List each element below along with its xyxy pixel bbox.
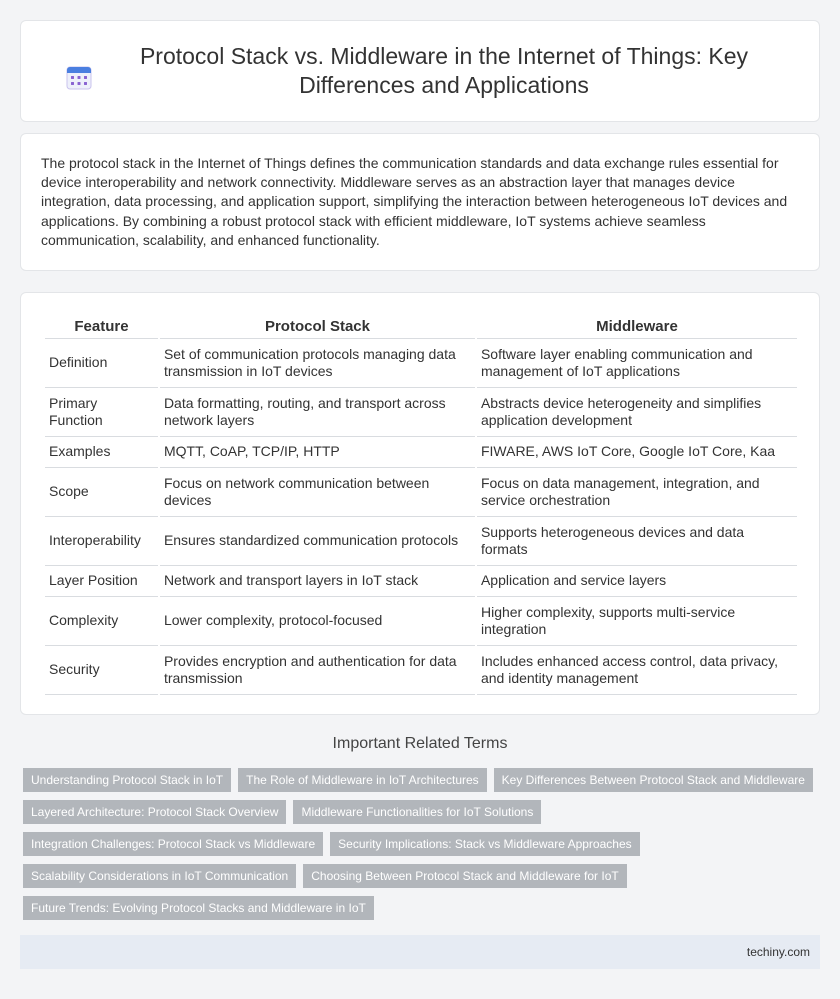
feature-cell: Interoperability bbox=[45, 517, 158, 566]
middleware-cell: Software layer enabling communication and management of IoT applications bbox=[477, 339, 797, 388]
table-header-row bbox=[45, 311, 797, 339]
related-terms-list bbox=[23, 768, 823, 920]
footer-site-name[interactable]: techiny.com bbox=[746, 945, 810, 959]
title-wrap bbox=[60, 42, 780, 100]
related-term-tag[interactable]: The Role of Middleware in IoT Architectures bbox=[238, 768, 487, 792]
related-term-tag[interactable]: Key Differences Between Protocol Stack and Middleware bbox=[494, 768, 813, 792]
footer bbox=[20, 935, 820, 969]
intro-paragraph: The protocol stack in the Internet of Things defines the communication standards and data exchange rules essential for device interoperability and network connectivity. Middleware serves as an abstraction layer that manages device integration, data processing, and application support, simplifying the interaction between heterogeneous IoT devices and applications. By combining a robust protocol stack with efficient middleware, IoT systems achieve seamless communication, scalability, and enhanced functionality. bbox=[41, 155, 788, 248]
protocol-stack-cell: MQTT, CoAP, TCP/IP, HTTP bbox=[160, 437, 475, 468]
table-row bbox=[45, 566, 797, 597]
middleware-cell: Application and service layers bbox=[477, 566, 797, 597]
table-row bbox=[45, 339, 797, 388]
header-protocol-stack: Protocol Stack bbox=[160, 311, 475, 339]
related-term-tag[interactable]: Integration Challenges: Protocol Stack vs Middleware bbox=[23, 832, 323, 856]
protocol-stack-cell: Set of communication protocols managing data transmission in IoT devices bbox=[160, 339, 475, 388]
related-term-tag[interactable]: Middleware Functionalities for IoT Solutions bbox=[293, 800, 541, 824]
table-row bbox=[45, 517, 797, 566]
table-row bbox=[45, 437, 797, 468]
comparison-table-card bbox=[20, 292, 820, 715]
middleware-cell: FIWARE, AWS IoT Core, Google IoT Core, Kaa bbox=[477, 437, 797, 468]
protocol-stack-cell: Lower complexity, protocol-focused bbox=[160, 597, 475, 646]
feature-cell: Layer Position bbox=[45, 566, 158, 597]
header-feature: Feature bbox=[45, 311, 158, 339]
feature-cell: Primary Function bbox=[45, 388, 158, 437]
calendar-grid-icon bbox=[66, 64, 92, 90]
related-term-tag[interactable]: Understanding Protocol Stack in IoT bbox=[23, 768, 231, 792]
middleware-cell: Supports heterogeneous devices and data formats bbox=[477, 517, 797, 566]
related-term-tag[interactable]: Security Implications: Stack vs Middleware Approaches bbox=[330, 832, 639, 856]
table-row bbox=[45, 597, 797, 646]
table-row bbox=[45, 646, 797, 695]
related-term-tag[interactable]: Future Trends: Evolving Protocol Stacks and Middleware in IoT bbox=[23, 896, 374, 920]
comparison-table bbox=[43, 311, 799, 695]
table-row bbox=[45, 388, 797, 437]
protocol-stack-cell: Data formatting, routing, and transport across network layers bbox=[160, 388, 475, 437]
page-title: Protocol Stack vs. Middleware in the Internet of Things: Key Differences and Applications bbox=[139, 43, 749, 98]
header-card bbox=[20, 20, 820, 122]
feature-cell: Scope bbox=[45, 468, 158, 517]
related-term-tag[interactable]: Scalability Considerations in IoT Communication bbox=[23, 864, 296, 888]
intro-card bbox=[20, 133, 820, 271]
feature-cell: Examples bbox=[45, 437, 158, 468]
protocol-stack-cell: Network and transport layers in IoT stack bbox=[160, 566, 475, 597]
middleware-cell: Includes enhanced access control, data privacy, and identity management bbox=[477, 646, 797, 695]
feature-cell: Complexity bbox=[45, 597, 158, 646]
header-middleware: Middleware bbox=[477, 311, 797, 339]
middleware-cell: Higher complexity, supports multi-service integration bbox=[477, 597, 797, 646]
protocol-stack-cell: Provides encryption and authentication for data transmission bbox=[160, 646, 475, 695]
related-term-tag[interactable]: Layered Architecture: Protocol Stack Overview bbox=[23, 800, 286, 824]
middleware-cell: Abstracts device heterogeneity and simplifies application development bbox=[477, 388, 797, 437]
middleware-cell: Focus on data management, integration, and service orchestration bbox=[477, 468, 797, 517]
feature-cell: Definition bbox=[45, 339, 158, 388]
protocol-stack-cell: Focus on network communication between devices bbox=[160, 468, 475, 517]
related-terms-heading: Important Related Terms bbox=[332, 735, 508, 752]
protocol-stack-cell: Ensures standardized communication protocols bbox=[160, 517, 475, 566]
related-term-tag[interactable]: Choosing Between Protocol Stack and Middleware for IoT bbox=[303, 864, 627, 888]
table-row bbox=[45, 468, 797, 517]
feature-cell: Security bbox=[45, 646, 158, 695]
